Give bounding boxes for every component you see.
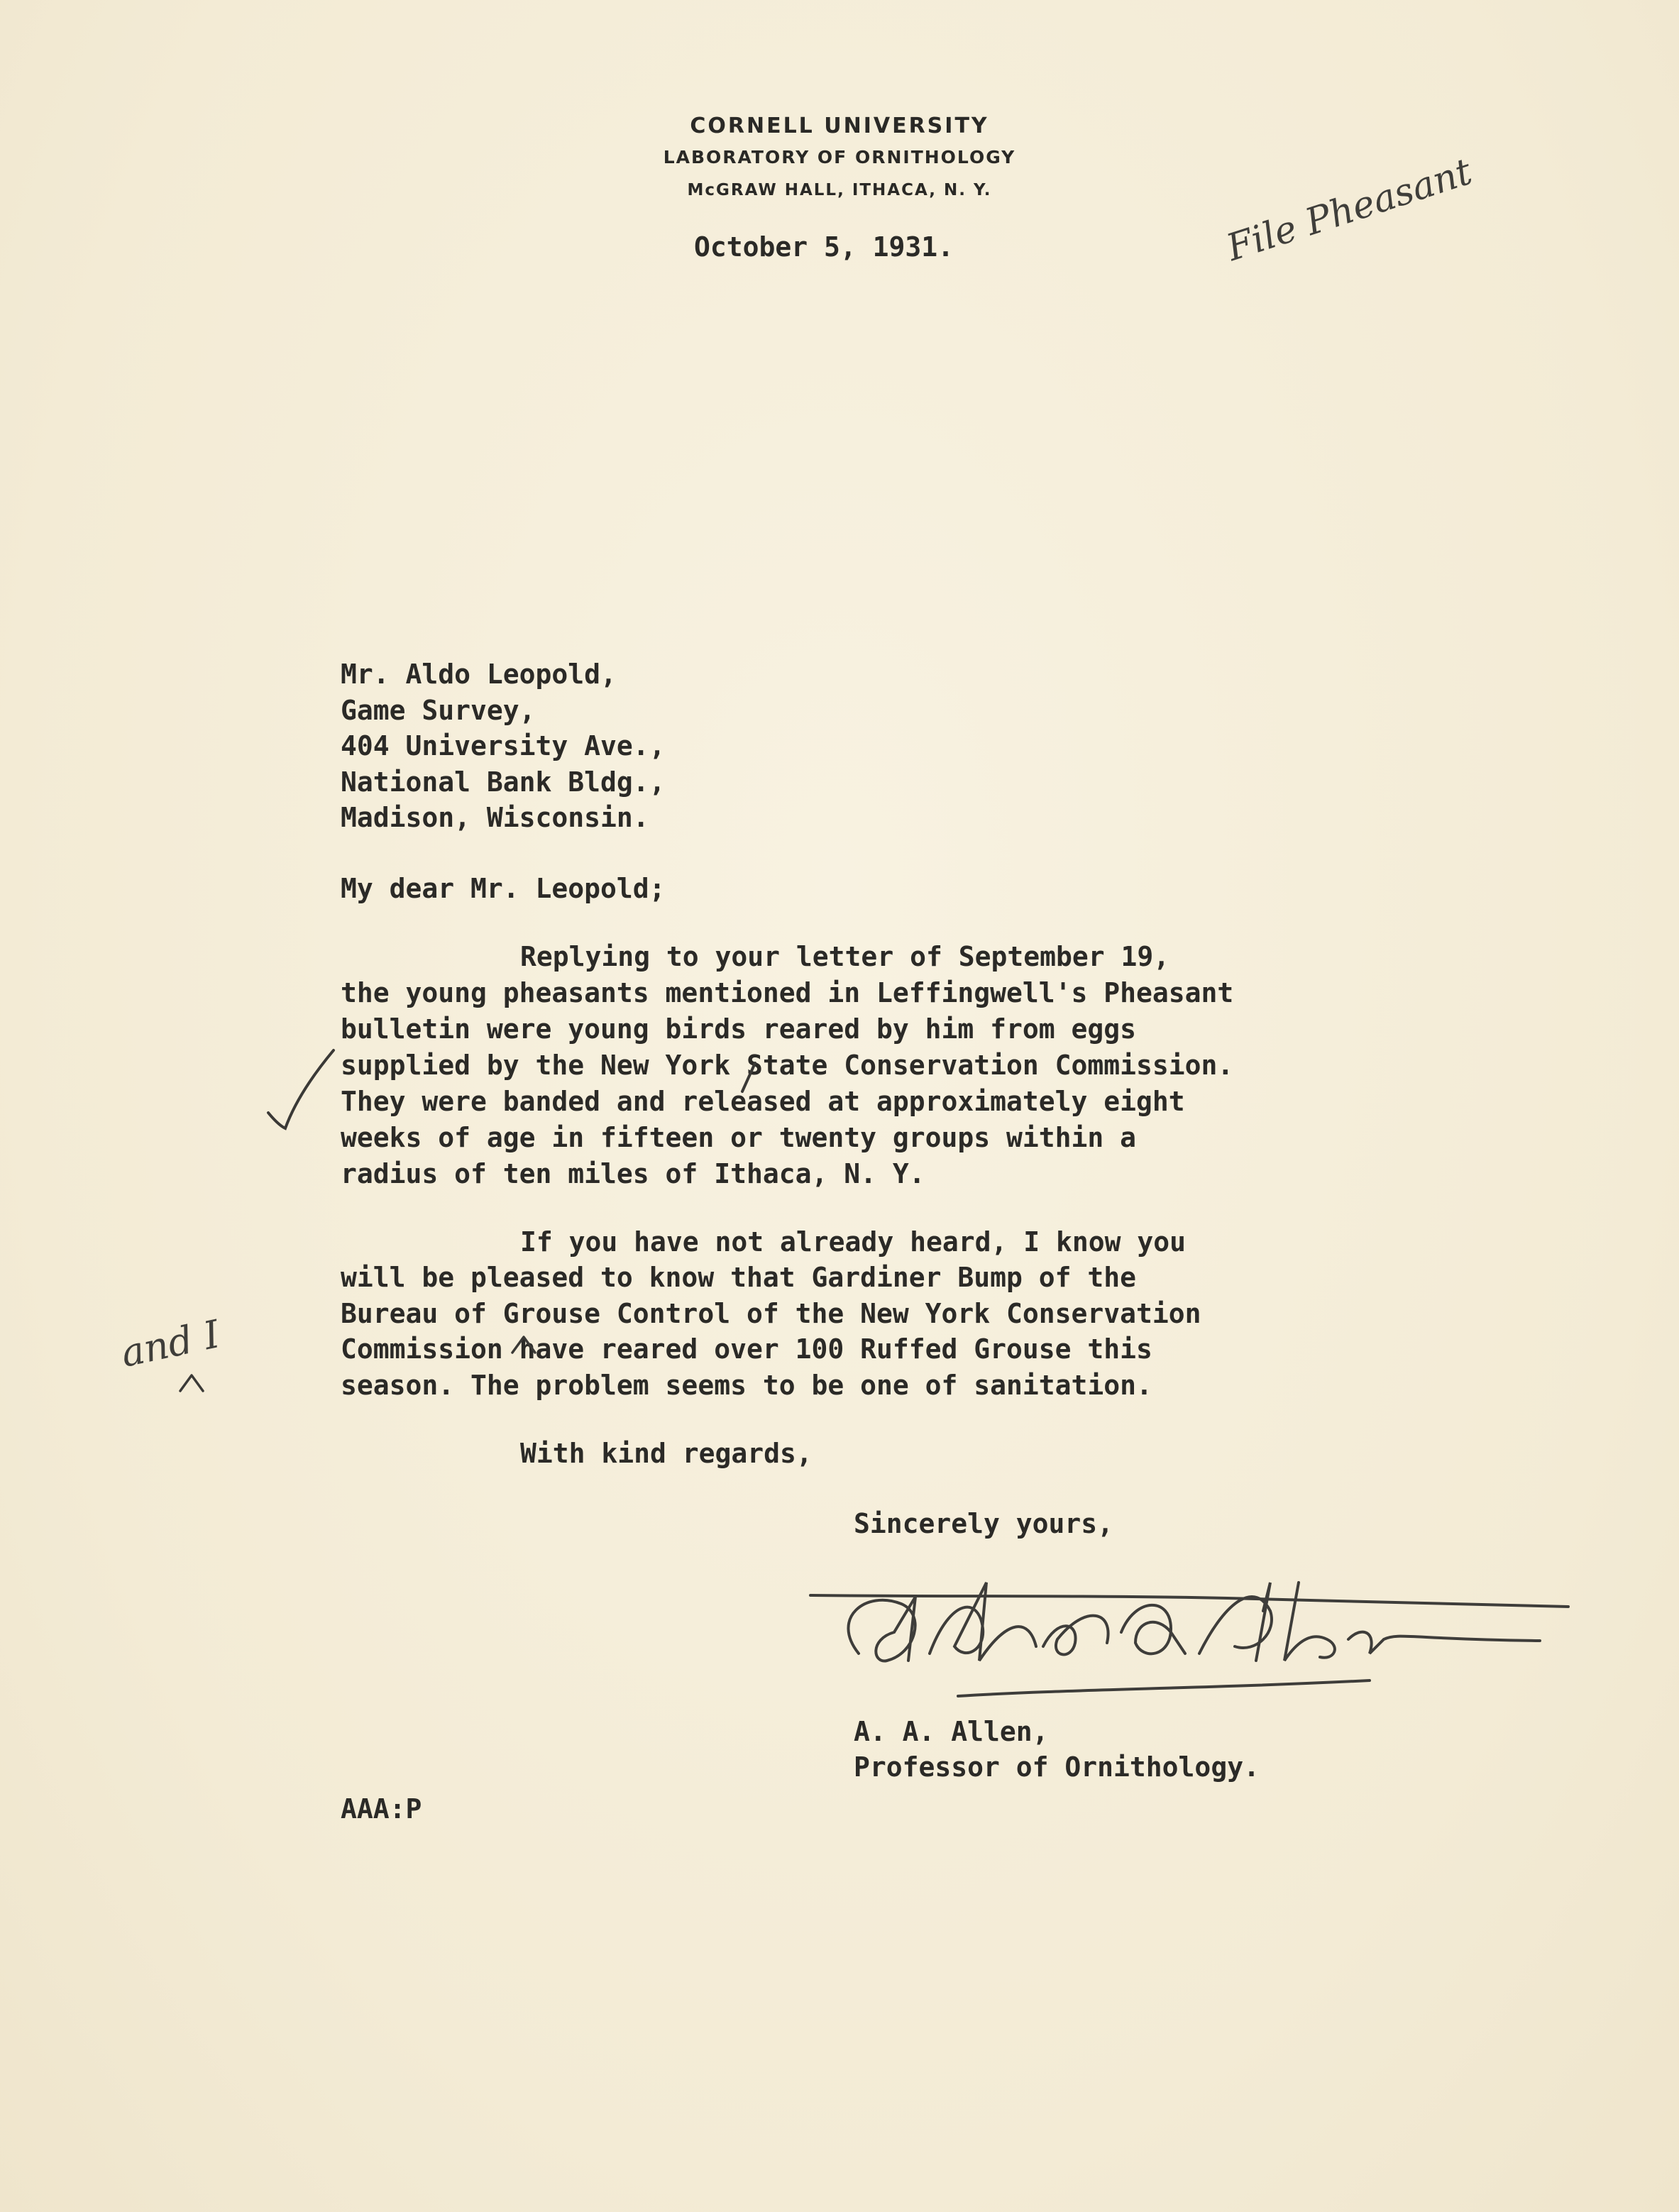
closing-regards: With kind regards,	[520, 1438, 813, 1469]
letterhead-institution: CORNELL UNIVERSITY	[690, 114, 989, 138]
body-line: They were banded and released at approximately eight	[341, 1086, 1185, 1117]
body-line: the young pheasants mentioned in Leffingwell's Pheasant	[341, 977, 1234, 1008]
file-note: File Pheasant	[1221, 150, 1477, 270]
margin-note: and I	[116, 1311, 224, 1376]
body-line: will be pleased to know that Gardiner Bump of the	[341, 1262, 1137, 1293]
margin-caret-icon	[180, 1375, 203, 1391]
salutation: My dear Mr. Leopold;	[341, 873, 666, 904]
recipient-line: Mr. Aldo Leopold,	[341, 659, 617, 690]
signer-name: A. A. Allen,	[854, 1716, 1049, 1747]
body-line: weeks of age in fifteen or twenty groups within a	[341, 1122, 1137, 1153]
recipient-line: National Bank Bldg.,	[341, 766, 666, 798]
closing-valediction: Sincerely yours,	[854, 1508, 1114, 1539]
signer-title: Professor of Ornithology.	[854, 1751, 1260, 1783]
body-line: Commission have reared over 100 Ruffed Grouse this	[341, 1333, 1152, 1365]
letterhead-address: McGRAW HALL, ITHACA, N. Y.	[687, 181, 992, 199]
body-line: Replying to your letter of September 19,	[520, 941, 1170, 972]
check-mark-icon	[268, 1050, 334, 1128]
letterhead-department: LABORATORY OF ORNITHOLOGY	[663, 147, 1016, 167]
recipient-line: Game Survey,	[341, 695, 536, 726]
body-line: Bureau of Grouse Control of the New York Conservation	[341, 1298, 1201, 1329]
body-line: bulletin were young birds reared by him from eggs	[341, 1013, 1137, 1045]
body-line: If you have not already heard, I know you	[520, 1226, 1186, 1258]
signature	[802, 1554, 1582, 1724]
recipient-line: 404 University Ave.,	[341, 730, 666, 761]
body-line: season. The problem seems to be one of sanitation.	[341, 1370, 1152, 1401]
letter-date: October 5, 1931.	[694, 231, 954, 263]
body-line: radius of ten miles of Ithaca, N. Y.	[341, 1158, 925, 1189]
body-line: supplied by the New York State Conservation Commission.	[341, 1050, 1234, 1081]
recipient-line: Madison, Wisconsin.	[341, 802, 649, 833]
typist-initials: AAA:P	[341, 1793, 422, 1825]
